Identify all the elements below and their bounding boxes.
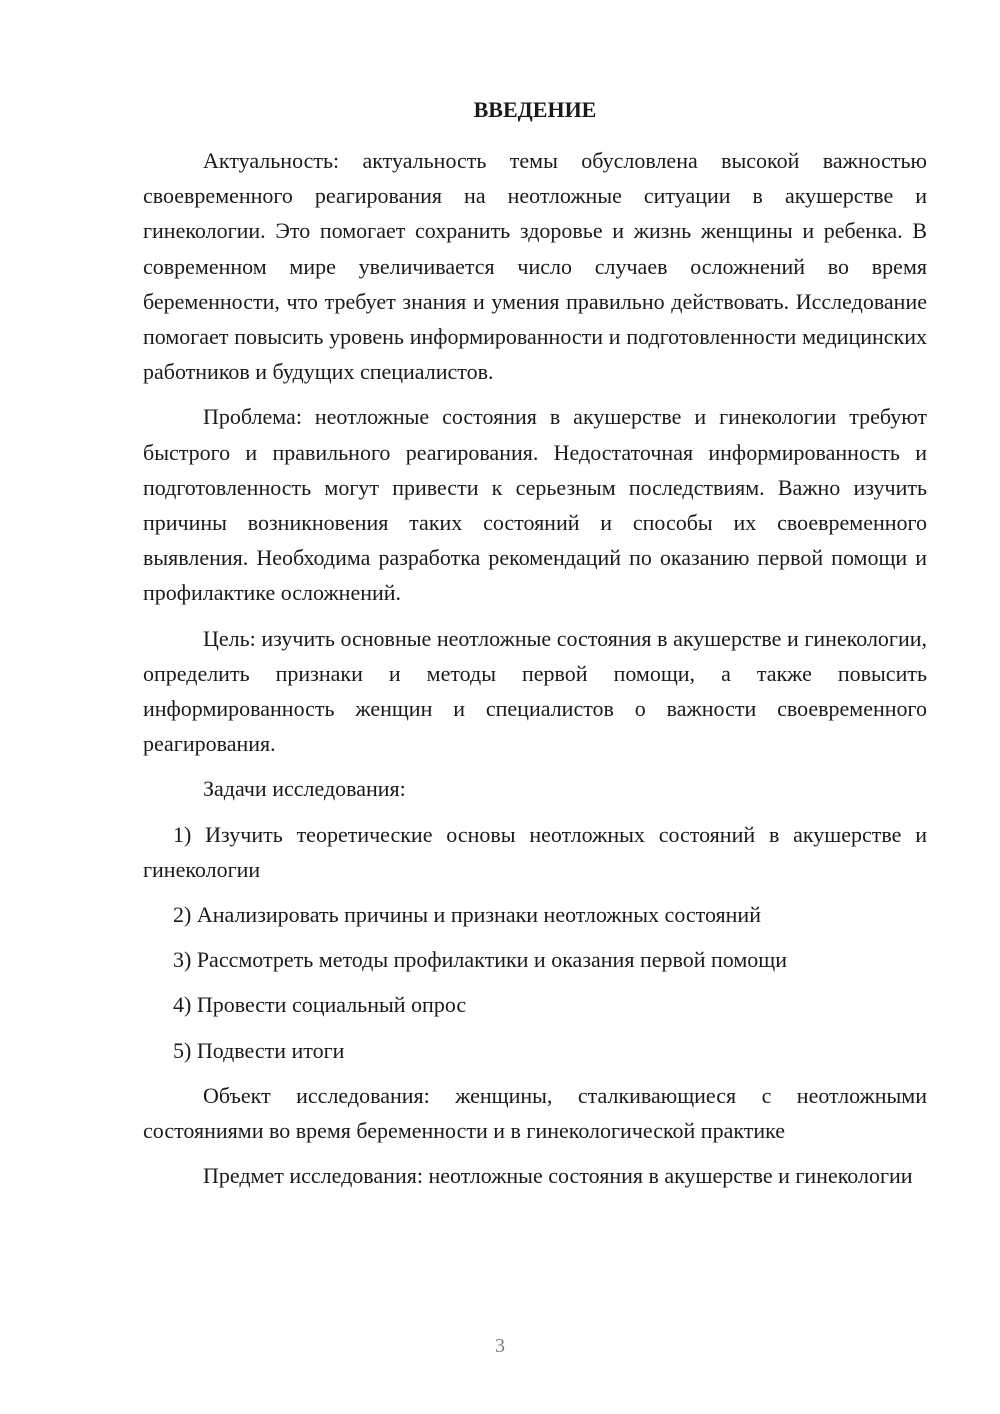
paragraph-goal: Цель: изучить основные неотложные состояния в акушерстве и гинекологии, определить признаки и методы первой помощи, а также повысить информированность женщин и специалистов о важности своевременного реагирования.: [143, 625, 927, 757]
paragraph-subject: Предмет исследования: неотложные состояния в акушерстве и гинекологии: [203, 1163, 913, 1189]
paragraph-tasks-heading: Задачи исследования:: [203, 776, 406, 802]
page-title: ВВЕДЕНИЕ: [473, 97, 597, 122]
list-item: 1) Изучить теоретические основы неотложных состояний в акушерстве и гинекологии: [143, 821, 927, 882]
paragraph-problem: Проблема: неотложные состояния в акушерстве и гинекологии требуют быстрого и правильного реагирования. Недостаточная информированность и подготовленность могут привести к серьезным последствиям. Важно изучить причины возникновения таких состояний и способы их своевременного выявления. Необходима разработка рекомендаций по оказанию первой помощи и профилактике осложнений.: [143, 404, 927, 606]
list-item: 3) Рассмотреть методы профилактики и оказания первой помощи: [173, 947, 787, 973]
list-item: 2) Анализировать причины и признаки неотложных состояний: [173, 902, 761, 928]
document-body: [143, 143, 927, 1193]
paragraph-relevance: Актуальность: актуальность темы обусловлена высокой важностью своевременного реагирования на неотложные ситуации в акушерстве и гинекологии. Это помогает сохранить здоровье и жизнь женщины и ребенка. В современном мире увеличивается число случаев осложнений во время беременности, что требует знания и умения правильно действовать. Исследование помогает повысить уровень информированности и подготовленности медицинских работников и будущих специалистов.: [143, 148, 927, 385]
page-number: 3: [495, 1335, 505, 1357]
tasks-list: [143, 817, 927, 1068]
paragraph-object: Объект исследования: женщины, сталкивающиеся с неотложными состояниями во время беременности и в гинекологической практике: [143, 1082, 927, 1144]
list-item: 4) Провести социальный опрос: [173, 992, 467, 1018]
list-item: 5) Подвести итоги: [173, 1037, 345, 1063]
